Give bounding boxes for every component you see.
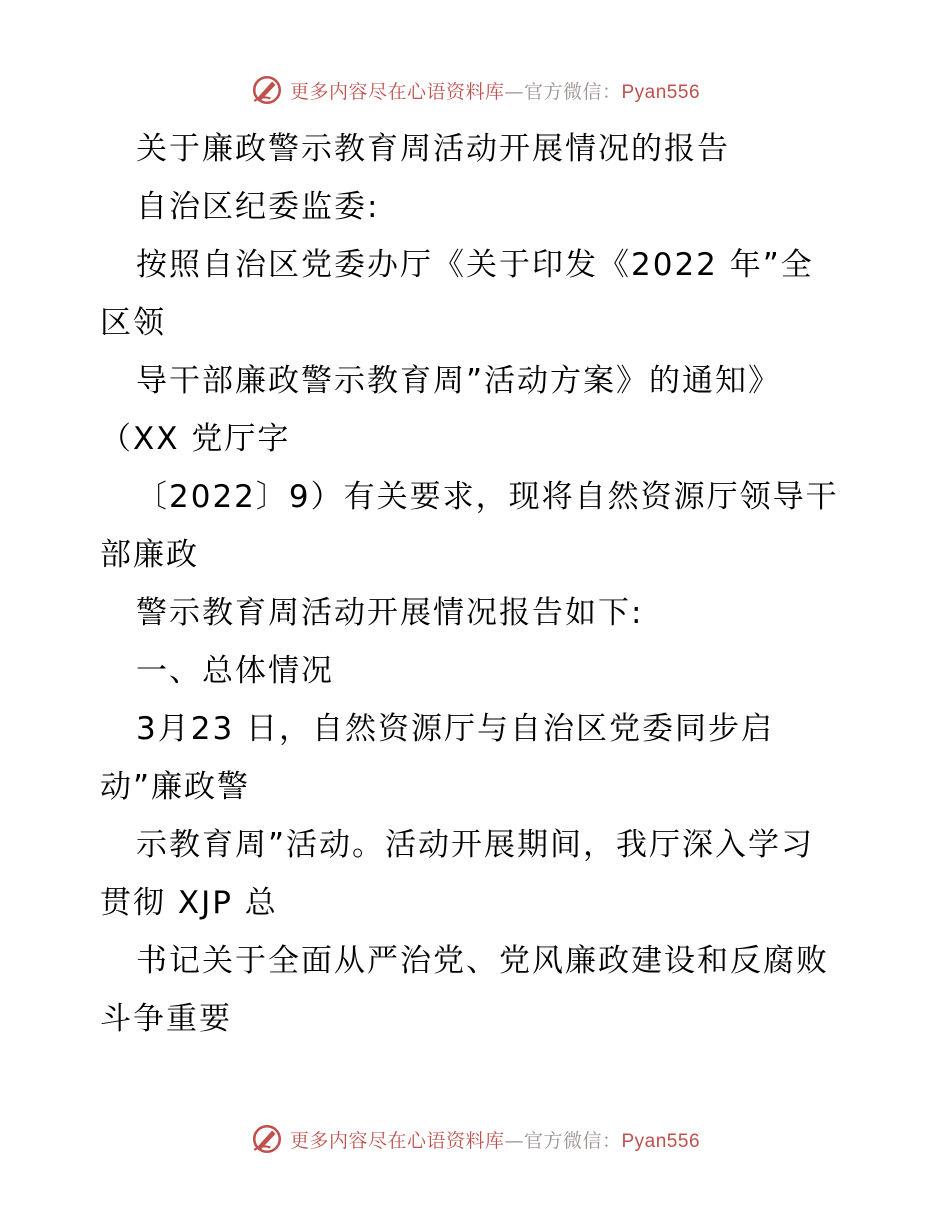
watermark-site-text: 更多内容尽在心语资料库	[289, 80, 505, 103]
hand-pen-logo-icon	[250, 1122, 284, 1156]
body-line: 〔2022〕9）有关要求，现将自然资源厅领导干	[136, 479, 839, 515]
watermark-site-text: 更多内容尽在心语资料库	[289, 1129, 505, 1152]
body-line: （XX 党厅字	[100, 421, 291, 457]
body-line: 贯彻 XJP 总	[100, 885, 278, 921]
body-line: 导干部廉政警示教育周”活动方案》的通知》	[136, 363, 782, 399]
watermark-dash: —	[504, 1129, 524, 1152]
body-line: 示教育周”活动。活动开展期间，我厅深入学习	[136, 827, 815, 863]
watermark-dash: —	[504, 80, 524, 103]
section-heading: 一、总体情况	[136, 653, 334, 689]
footer-watermark	[0, 1119, 950, 1159]
watermark-contact-id: Pyan556	[621, 81, 701, 103]
body-line: 部廉政	[100, 537, 199, 573]
watermark-contact-id: Pyan556	[621, 1130, 701, 1152]
document-title: 关于廉政警示教育周活动开展情况的报告	[136, 131, 730, 167]
hand-pen-logo-icon	[250, 73, 284, 107]
watermark-contact-label: 官方微信：	[523, 80, 622, 103]
body-line: 动”廉政警	[100, 769, 251, 805]
header-watermark	[0, 70, 950, 110]
document-body	[100, 120, 860, 1048]
body-line: 区领	[100, 305, 166, 341]
salutation: 自治区纪委监委:	[136, 189, 380, 225]
body-line: 警示教育周活动开展情况报告如下:	[136, 595, 644, 631]
watermark-contact-label: 官方微信：	[523, 1129, 622, 1152]
body-line: 书记关于全面从严治党、党风廉政建设和反腐败	[136, 943, 829, 979]
body-line: 按照自治区党委办厅《关于印发《2022 年”全	[136, 247, 814, 283]
body-line: 斗争重要	[100, 1001, 232, 1037]
body-line: 3月23 日，自然资源厅与自治区党委同步启	[136, 711, 775, 747]
